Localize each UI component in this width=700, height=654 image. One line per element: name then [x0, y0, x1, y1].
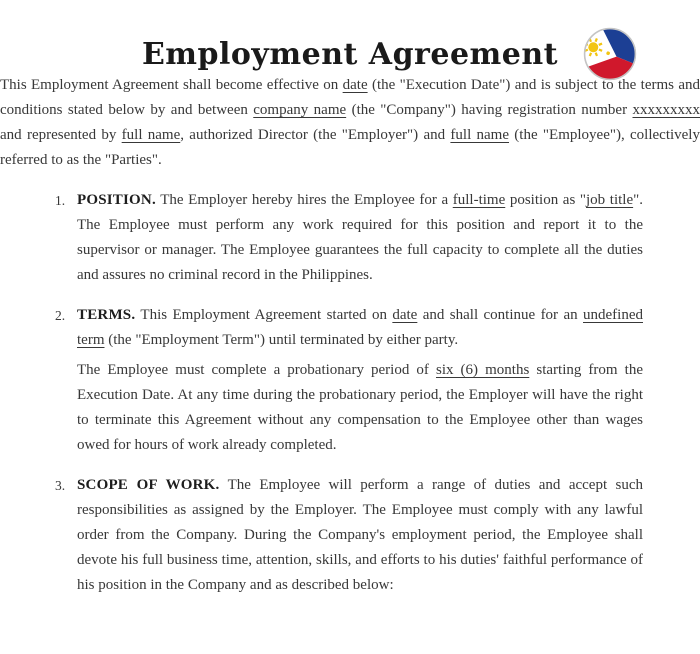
section-number: 3.	[55, 478, 66, 493]
section-list	[57, 188, 643, 598]
section-heading: TERMS.	[77, 307, 136, 323]
text-run: and represented by	[0, 127, 122, 143]
text-run: This Employment Agreement shall become effective on	[0, 77, 343, 93]
section-text	[77, 477, 643, 593]
underlined-placeholder: six (6) months	[435, 362, 530, 378]
text-run: (the "Employment Term") until terminated by either party.	[104, 332, 459, 348]
text-run: starting from the Execution Date. At any time during the probationary period, the Employer will have the right to terminate this Agreement without any compensation to the Employee other than wages owed for hours of work already completed.	[77, 362, 643, 453]
underlined-placeholder: date	[342, 77, 368, 93]
text-run: and shall continue for an	[417, 307, 584, 323]
underlined-placeholder: company name	[253, 102, 347, 118]
section-text	[77, 307, 643, 348]
underlined-placeholder: full name	[450, 127, 510, 143]
text-run: (the "Company") having registration number	[346, 102, 633, 118]
document-title: Employment Agreement	[141, 37, 559, 72]
section-paragraph	[77, 358, 643, 458]
text-run: position as "	[505, 192, 587, 208]
section-text	[77, 192, 643, 283]
underlined-placeholder: job title	[586, 192, 634, 208]
text-run: (the "Employee"), collectively referred to as the "Parties".	[0, 127, 700, 168]
underlined-placeholder: full name	[121, 127, 181, 143]
section-body	[77, 473, 643, 598]
section-heading: SCOPE OF WORK.	[77, 477, 220, 493]
section-position	[57, 188, 643, 288]
section-paragraph	[77, 303, 643, 353]
text-run: The Employee will perform a range of duties and accept such responsibilities as assigned by the Employer. The Employee must comply with any lawful order from the Company. During the Company's employment period, the Employee shall devote his full business time, attention, skills, and efforts to his duties' faithful performance of his position in the Company and as described below:	[77, 477, 643, 593]
text-run: , authorized Director (the "Employer") and	[180, 127, 451, 143]
section-paragraph	[77, 188, 643, 288]
underlined-placeholder: undefined term	[77, 307, 643, 348]
text-run: This Employment Agreement started on	[140, 307, 393, 323]
section-number: 2.	[55, 308, 66, 323]
text-run: The Employee must complete a probationary period of	[77, 362, 436, 378]
section-paragraph	[77, 473, 643, 598]
text-run: ". The Employee must perform any work required for this position and report it to the supervisor or manager. The Employee guarantees the full capacity to complete all the duties and assures no criminal record in the Philippines.	[77, 192, 643, 283]
section-scope-of-work	[57, 473, 643, 598]
section-body	[77, 188, 643, 288]
section-number: 1.	[55, 193, 66, 208]
underlined-placeholder: date	[392, 307, 418, 323]
underlined-placeholder: full-time	[452, 192, 506, 208]
section-body	[77, 303, 643, 458]
section-terms	[57, 303, 643, 458]
intro-paragraph	[0, 73, 700, 173]
philippines-flag-icon	[583, 27, 637, 81]
text-run: (the "Execution Date") and is subject to the terms and conditions stated below by and between	[0, 77, 700, 118]
section-heading: POSITION.	[77, 192, 156, 208]
underlined-placeholder: xxxxxxxxx	[632, 102, 700, 118]
text-run: The Employer hereby hires the Employee for a	[160, 192, 453, 208]
